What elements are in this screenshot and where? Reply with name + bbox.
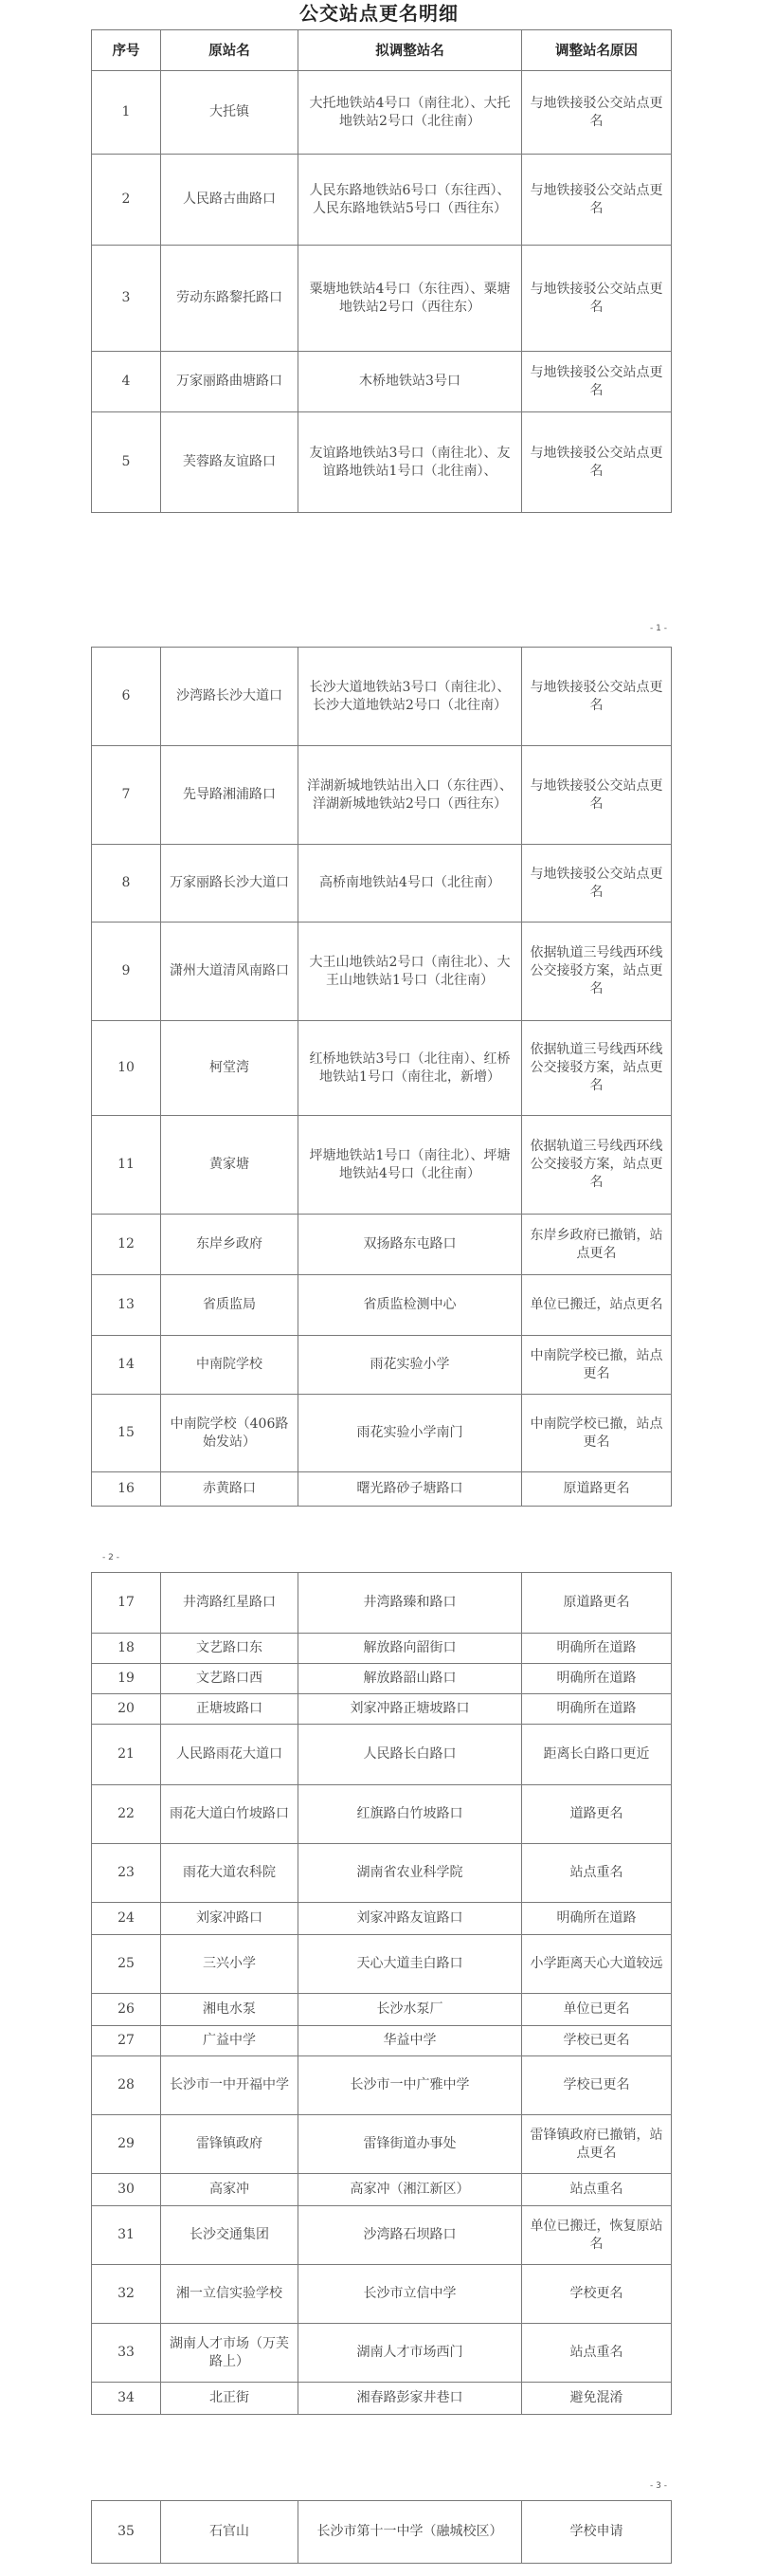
cell-index: 9 [92,923,161,1021]
cell-reason: 避免混淆 [522,2383,672,2415]
cell-index: 13 [92,1275,161,1336]
cell-index: 34 [92,2383,161,2415]
page-title: 公交站点更名明细 [299,2,459,25]
table-row [92,2115,672,2174]
cell-original-name: 湘一立信实验学校 [161,2265,298,2324]
cell-index: 33 [92,2324,161,2383]
table-row [92,1116,672,1215]
cell-reason: 与地铁接驳公交站点更名 [522,352,672,412]
cell-reason: 依据轨道三号线西环线公交接驳方案，站点更名 [522,923,672,1021]
cell-original-name: 北正街 [161,2383,298,2415]
header-original-name: 原站名 [161,30,298,71]
cell-index: 4 [92,352,161,412]
cell-original-name: 石官山 [161,2501,298,2564]
cell-reason: 与地铁接驳公交站点更名 [522,412,672,513]
header-reason: 调整站名原因 [522,30,672,71]
table-row [92,1573,672,1634]
cell-index: 27 [92,2026,161,2056]
cell-new-name: 湘春路彭家井巷口 [298,2383,522,2415]
table-row [92,2056,672,2115]
cell-reason: 单位已搬迁，恢复原站名 [522,2206,672,2265]
cell-reason: 雷锋镇政府已撤销，站点更名 [522,2115,672,2174]
cell-index: 1 [92,71,161,155]
cell-index: 28 [92,2056,161,2115]
table-row [92,1275,672,1336]
table-row [92,71,672,155]
cell-original-name: 劳动东路黎托路口 [161,246,298,352]
cell-index: 22 [92,1785,161,1844]
page-number: - 2 - [102,1553,119,1562]
cell-new-name: 沙湾路石坝路口 [298,2206,522,2265]
cell-original-name: 赤黄路口 [161,1472,298,1507]
cell-index: 18 [92,1634,161,1664]
table-row [92,648,672,746]
cell-reason: 中南院学校已撤，站点更名 [522,1336,672,1395]
cell-original-name: 大托镇 [161,71,298,155]
cell-index: 21 [92,1725,161,1785]
cell-new-name: 解放路韶山路口 [298,1664,522,1694]
cell-original-name: 潇州大道清风南路口 [161,923,298,1021]
cell-new-name: 华益中学 [298,2026,522,2056]
cell-index: 20 [92,1694,161,1725]
cell-index: 12 [92,1215,161,1275]
cell-reason: 单位已搬迁，站点更名 [522,1275,672,1336]
cell-original-name: 刘家冲路口 [161,1903,298,1935]
cell-original-name: 高家冲 [161,2174,298,2206]
table-row [92,1994,672,2026]
page-number: - 3 - [650,2481,667,2491]
cell-reason: 学校已更名 [522,2056,672,2115]
cell-original-name: 文艺路口西 [161,1664,298,1694]
cell-new-name: 人民路长白路口 [298,1725,522,1785]
table-row [92,412,672,513]
cell-reason: 明确所在道路 [522,1694,672,1725]
table-row [92,155,672,246]
cell-original-name: 人民路古曲路口 [161,155,298,246]
table-row [92,746,672,845]
cell-reason: 小学距离天心大道较远 [522,1935,672,1994]
cell-reason: 与地铁接驳公交站点更名 [522,746,672,845]
cell-reason: 距离长白路口更近 [522,1725,672,1785]
cell-index: 16 [92,1472,161,1507]
cell-original-name: 中南院学校（406路始发站） [161,1395,298,1472]
cell-reason: 依据轨道三号线西环线公交接驳方案，站点更名 [522,1116,672,1215]
table-row [92,1844,672,1903]
cell-index: 25 [92,1935,161,1994]
table-row [92,1395,672,1472]
cell-reason: 明确所在道路 [522,1903,672,1935]
cell-new-name: 井湾路臻和路口 [298,1573,522,1634]
cell-original-name: 中南院学校 [161,1336,298,1395]
rename-table-page-4 [91,2500,672,2564]
table-row [92,2501,672,2564]
table-row [92,2324,672,2383]
cell-reason: 原道路更名 [522,1472,672,1507]
cell-index: 24 [92,1903,161,1935]
cell-index: 32 [92,2265,161,2324]
cell-new-name: 红桥地铁站3号口（北往南）、红桥地铁站1号口（南往北，新增） [298,1021,522,1116]
cell-reason: 明确所在道路 [522,1664,672,1694]
cell-original-name: 长沙交通集团 [161,2206,298,2265]
cell-original-name: 柯堂湾 [161,1021,298,1116]
cell-new-name: 湖南人才市场西门 [298,2324,522,2383]
cell-reason: 与地铁接驳公交站点更名 [522,71,672,155]
cell-original-name: 人民路雨花大道口 [161,1725,298,1785]
cell-original-name: 井湾路红星路口 [161,1573,298,1634]
table-row [92,1336,672,1395]
table-row [92,2383,672,2415]
table-row [92,1634,672,1664]
cell-new-name: 雨花实验小学 [298,1336,522,1395]
cell-reason: 与地铁接驳公交站点更名 [522,246,672,352]
table-header-row [92,30,672,71]
cell-new-name: 双扬路东屯路口 [298,1215,522,1275]
cell-original-name: 文艺路口东 [161,1634,298,1664]
cell-original-name: 长沙市一中开福中学 [161,2056,298,2115]
cell-new-name: 长沙市一中广雅中学 [298,2056,522,2115]
cell-index: 10 [92,1021,161,1116]
cell-new-name: 长沙水泵厂 [298,1994,522,2026]
cell-original-name: 雷锋镇政府 [161,2115,298,2174]
header-index: 序号 [92,30,161,71]
cell-index: 26 [92,1994,161,2026]
cell-reason: 与地铁接驳公交站点更名 [522,155,672,246]
cell-index: 19 [92,1664,161,1694]
cell-reason: 站点重名 [522,2174,672,2206]
table-row [92,1903,672,1935]
table-row [92,1725,672,1785]
cell-original-name: 东岸乡政府 [161,1215,298,1275]
cell-reason: 明确所在道路 [522,1634,672,1664]
cell-new-name: 洋湖新城地铁站出入口（东往西）、洋湖新城地铁站2号口（西往东） [298,746,522,845]
cell-original-name: 雨花大道农科院 [161,1844,298,1903]
table-row [92,923,672,1021]
cell-index: 11 [92,1116,161,1215]
table-row [92,1021,672,1116]
cell-reason: 原道路更名 [522,1573,672,1634]
cell-new-name: 木桥地铁站3号口 [298,352,522,412]
table-row [92,1694,672,1725]
cell-new-name: 雷锋街道办事处 [298,2115,522,2174]
cell-new-name: 大王山地铁站2号口（南往北）、大王山地铁站1号口（北往南） [298,923,522,1021]
cell-index: 3 [92,246,161,352]
cell-index: 7 [92,746,161,845]
cell-new-name: 曙光路砂子塘路口 [298,1472,522,1507]
cell-new-name: 粟塘地铁站4号口（东往西）、粟塘地铁站2号口（西往东） [298,246,522,352]
table-row [92,2206,672,2265]
cell-original-name: 万家丽路曲塘路口 [161,352,298,412]
cell-reason: 与地铁接驳公交站点更名 [522,648,672,746]
table-row [92,1472,672,1507]
table-row [92,352,672,412]
cell-reason: 东岸乡政府已撤销，站点更名 [522,1215,672,1275]
cell-new-name: 高桥南地铁站4号口（北往南） [298,845,522,923]
cell-new-name: 友谊路地铁站3号口（南往北）、友谊路地铁站1号口（北往南）、 [298,412,522,513]
cell-new-name: 大托地铁站4号口（南往北）、大托地铁站2号口（北往南） [298,71,522,155]
table-row [92,246,672,352]
header-new-name: 拟调整站名 [298,30,522,71]
cell-index: 14 [92,1336,161,1395]
cell-reason: 学校更名 [522,2265,672,2324]
cell-new-name: 省质监检测中心 [298,1275,522,1336]
cell-original-name: 沙湾路长沙大道口 [161,648,298,746]
cell-new-name: 解放路向韶街口 [298,1634,522,1664]
cell-new-name: 高家冲（湘江新区） [298,2174,522,2206]
cell-original-name: 正塘坡路口 [161,1694,298,1725]
cell-reason: 中南院学校已撤，站点更名 [522,1395,672,1472]
cell-index: 5 [92,412,161,513]
cell-reason: 站点重名 [522,2324,672,2383]
cell-original-name: 湘电水泵 [161,1994,298,2026]
cell-new-name: 长沙市立信中学 [298,2265,522,2324]
cell-reason: 学校已更名 [522,2026,672,2056]
cell-index: 23 [92,1844,161,1903]
cell-new-name: 长沙市第十一中学（融城校区） [298,2501,522,2564]
cell-index: 29 [92,2115,161,2174]
cell-original-name: 广益中学 [161,2026,298,2056]
cell-original-name: 黄家塘 [161,1116,298,1215]
cell-index: 8 [92,845,161,923]
rename-table-page-2 [91,647,672,1507]
cell-reason: 单位已更名 [522,1994,672,2026]
rename-table-page-1 [91,29,672,513]
cell-index: 6 [92,648,161,746]
cell-reason: 学校申请 [522,2501,672,2564]
page-number: - 1 - [650,624,667,633]
cell-index: 15 [92,1395,161,1472]
cell-new-name: 红旗路白竹坡路口 [298,1785,522,1844]
cell-new-name: 坪塘地铁站1号口（南往北）、坪塘地铁站4号口（北往南） [298,1116,522,1215]
table-row [92,2265,672,2324]
table-row [92,1785,672,1844]
table-row [92,1935,672,1994]
cell-reason: 依据轨道三号线西环线公交接驳方案，站点更名 [522,1021,672,1116]
cell-reason: 与地铁接驳公交站点更名 [522,845,672,923]
cell-new-name: 雨花实验小学南门 [298,1395,522,1472]
cell-original-name: 省质监局 [161,1275,298,1336]
table-row [92,2026,672,2056]
table-row [92,845,672,923]
cell-new-name: 天心大道圭白路口 [298,1935,522,1994]
table-row [92,1664,672,1694]
cell-reason: 站点重名 [522,1844,672,1903]
cell-new-name: 湖南省农业科学院 [298,1844,522,1903]
cell-original-name: 三兴小学 [161,1935,298,1994]
cell-index: 35 [92,2501,161,2564]
cell-index: 30 [92,2174,161,2206]
cell-new-name: 长沙大道地铁站3号口（南往北）、长沙大道地铁站2号口（北往南） [298,648,522,746]
table-row [92,2174,672,2206]
cell-original-name: 湖南人才市场（万芙路上） [161,2324,298,2383]
cell-index: 17 [92,1573,161,1634]
table-row [92,1215,672,1275]
cell-new-name: 刘家冲路正塘坡路口 [298,1694,522,1725]
cell-new-name: 人民东路地铁站6号口（东往西）、人民东路地铁站5号口（西往东） [298,155,522,246]
cell-reason: 道路更名 [522,1785,672,1844]
cell-new-name: 刘家冲路友谊路口 [298,1903,522,1935]
cell-original-name: 先导路湘浦路口 [161,746,298,845]
cell-original-name: 芙蓉路友谊路口 [161,412,298,513]
cell-index: 2 [92,155,161,246]
cell-original-name: 万家丽路长沙大道口 [161,845,298,923]
rename-table-page-3 [91,1572,672,2415]
cell-index: 31 [92,2206,161,2265]
cell-original-name: 雨花大道白竹坡路口 [161,1785,298,1844]
